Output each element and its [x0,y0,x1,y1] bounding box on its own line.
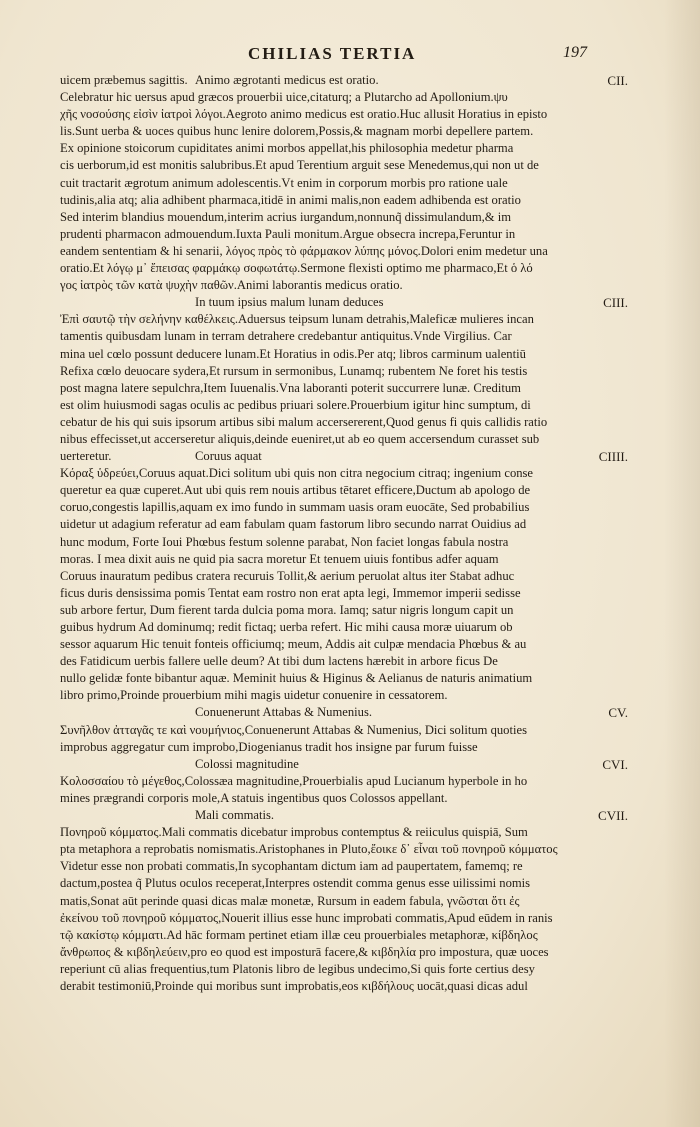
text-line: Refixa cœlo deuocare sydera,Et rursum in sermonibus, Lunamq; rubentem Ne foret his testis [60,363,528,378]
text-line: cuit tractarit ægrotum animum adolescentis.Vt enim in corporum morbis pro ratione uale [60,175,508,190]
adage-number: CVII. [598,808,628,824]
text-line: uidetur ut adagium referatur ad eam fabulam quam fastorum libro secundo narrat Ouidius ad [60,517,527,532]
line-continuation: uicem præbemus sagittis. [60,73,188,87]
text-line: reperiunt cū alias frequentius,tum Platonis libro de legibus undecimo,Si quis forte certius desy [60,961,535,976]
text-line: Coruus inauratum pedibus cratera recuruis Tollit,& aerium peruolat altus iter Stabat adhuc [60,568,515,583]
adage-title: Conuenerunt Attabas & Numenius. [195,705,372,720]
text-line: libro primo,Proinde prouerbium mihi magis uidetur conuenire in cessatorem. [60,688,448,703]
adage-number: CVI. [602,756,628,772]
page-number: 197 [563,44,587,61]
adage-title: Animo ægrotanti medicus est oratio. [195,73,379,87]
text-line: γος ἰατρὸς τῶν κατὰ ψυχὴν παθῶν.Animi laborantis medicus oratio. [60,278,403,293]
adage-heading [60,448,628,465]
text-line: improbus aggregatur cum improbo,Diogenianus tradit hos insigne par furum fuisse [60,739,478,754]
text-line: Κολοσσαίου τὸ μέγεθος,Colossæa magnitudine,Prouerbialis apud Lucianum hyperbole in ho [60,773,528,788]
text-line: coruo,congestis lapillis,aquam ex imo fundo in summam uasis oram euocāte, Sed probabilius [60,500,530,515]
text-line: ficus duris densissima pomis Tentat eam rostro non erat apta legi, Immemor imperii sedisse [60,585,521,600]
text-line: tudinis,alia atq; alia adhibent pharmaca,itidē in animi malis,non eadem adhibenda est oratio [60,192,521,207]
adage-heading [60,756,628,773]
text-line: Celebratur hic uersus apud græcos prouerbii uice,citaturq; a Plutarcho ad Apollonium.ψυ [60,90,508,105]
text-line: nullo gelidæ fonte bibantur aquæ. Meminit huius & Higinus & Aelianus de naturis animatium [60,671,533,686]
text-line: prudenti pharmacon admouendum.Iuxta Pauli monitum.Argue obsecra increpa,Feruntur in [60,226,516,241]
text-line: cebatur de his qui suis ipsorum artibus sibi malum accersererent,Quod genus fi quis callidis ratio [60,414,548,429]
adage-number: CV. [608,705,628,721]
text-line: ἐκείνου τοῦ πονηροῦ κόμματος,Nouerit illius esse hunc improbati commatis,Apud eūdem in ranis [60,910,553,925]
running-title: CHILIAS TERTIA [248,44,417,63]
text-line: Ex opinione stoicorum cupiditates animi morbos appellat,his philosophia medetur pharma [60,141,514,156]
adage-title: In tuum ipsius malum lunam deduces [195,295,384,310]
page-edge-shadow [664,0,700,1127]
text-line: Κόραξ ὑδρεύει,Coruus aquat.Dici solitum ubi quis non citra negocium citraq; ingenium conse [60,466,534,481]
text-line: oratio.Et λόγῳ μ᾽ ἔπεισας φαρμάκῳ σοφωτάτῳ.Sermone flexisti optimo me pharmaco,Et ὁ λό [60,261,533,276]
text-line: tamentis quibusdam lunam in terram detrahere credebantur antiquitus.Vnde Virgilius. Car [60,329,512,344]
adage-number: CIIII. [598,449,628,465]
text-line: moras. I mea dixit auis ne quid pia sacra moretur Et tenuem uiuis fontibus adfer aquam [60,551,499,566]
adage-heading [60,807,628,824]
adage-number: CII. [607,73,628,88]
adage-heading [60,704,628,721]
text-line: post magna latere sepulchra,Item Iuuenalis.Vna laboranti poterit succurrere lunæ. Creditum [60,380,521,395]
text-line: lis.Sunt uerba & uoces quibus hunc lenire dolorem,Possis,& magnam morbi depellere partem. [60,124,534,139]
text-line: sessor aquarum Hic tenuit fonteis officiumq; meum, Addis ait culpæ mendacia Phœbus & au [60,637,527,652]
adage-title: Coruus aquat [195,449,262,464]
text-line: eandem sententiam & hi senarii, λόγος πρὸς τὸ φάρμακον λύπης μόνος.Dolori enim medetur una [60,243,548,258]
text-line: Ἐπὶ σαυτῷ τὴν σελήνην καθέλκεις.Aduersus teipsum lunam detrahis,Maleficæ mulieres incan [60,312,534,327]
text-line: dactum,postea q̃ Plutus oculos receperat,Interpres ostendit comma genus esse uilissimi nomis [60,876,531,891]
text-line: sub arbore fertur, Dum fierent tarda dulcia poma mora. Iamq; satur nigris longum capit un [60,602,514,617]
text-line: guibus hydrum Ad dominumq; redit fictaq; uerba refert. Hic mihi causa moræ uiuarum ob [60,620,513,634]
text-line: des Fatidicum uerbis fallere uelle deum? At tibi dum lactens hærebit in arbore ficus De [60,654,498,669]
adage-title: Colossi magnitudine [195,756,299,771]
text-line: cis uerborum,id est monitis salubribus.Et apud Terentium arguit sese Menedemus,qui non ut de [60,158,539,173]
adage-heading [60,72,628,89]
text-line: Sed interim blandius mouendum,interim acrius iurgandum,nonnunq̃ dissimulandum,& im [60,209,512,224]
text-line: mines prægrandi corporis mole,A statuis ingentibus quos Colossos appellant. [60,790,448,805]
adage-heading [60,294,628,311]
text-line: Πονηροῦ κόμματος.Mali commatis dicebatur improbus contemptus & reiiculus quispiā, Sum [60,825,528,840]
text-line: derabit testimoniū,Proinde qui moribus sunt improbatis,eos κιβδήλους uocāt,quasi dicas adul [60,978,528,993]
text-block [60,72,628,995]
adage-number: CIII. [603,295,628,311]
text-line: queretur ea quæ cuperet.Aut ubi quis rem nouis artibus tētaret efficere,Ductum ab apologo de [60,483,531,498]
text-line: Συνῆλθον ἀτταγᾶς τε καὶ νουμήνιος,Conuenerunt Attabas & Numenius, Dici solitum quoties [60,722,527,737]
adage-title: Mali commatis. [195,808,275,823]
text-line: mina uel cœlo possunt deducere lunam.Et Horatius in odis.Per atq; libros carminum ualentiū [60,346,526,361]
text-line: τῷ κακίστῳ κόμματι.Ad hāc formam pertinet etiam illæ ceu prouerbiales metaphoræ, κίβδηλος [60,927,538,942]
text-line: hunc modum, Forte Ioui Phœbus festum solenne parabat, Non faciet longas fabula nostra [60,534,509,549]
line-continuation: uerteretur. [60,449,112,464]
text-line: est olim huiusmodi sagas oculis ac pedibus priuari solere.Prouerbium igitur hinc sumptum, di [60,397,531,412]
text-line: χῆς νοσούσης εἰσὶν ἰατροὶ λόγοι.Aegroto animo medicus est oratio.Huc allusit Horatius in episto [60,107,548,122]
text-line: pta metaphora a reprobatis nomismatis.Aristophanes in Pluto,ἔοικε δ᾽ εἶναι τοῦ πονηροῦ κόμματος [60,842,558,857]
text-line: matis,Sonat aūt perinde quasi dicas malæ monetæ, Rursum in eadem fabula, γνῶσται ὅτι ἐς [60,893,520,908]
text-line: Videtur esse non probati commatis,In sycophantam dictum iam ad paupertatem, famemq; re [60,859,523,874]
text-line: ἄνθρωπος & κιβδηλεύειν,pro eo quod est imposturā facere,& κιβδηλία pro impostura, quæ uoces [60,944,549,959]
text-line: nibus effecisset,ut accerseretur aliquis,deinde eueniret,ut ab eo quem accersendum curasset sub [60,431,540,446]
